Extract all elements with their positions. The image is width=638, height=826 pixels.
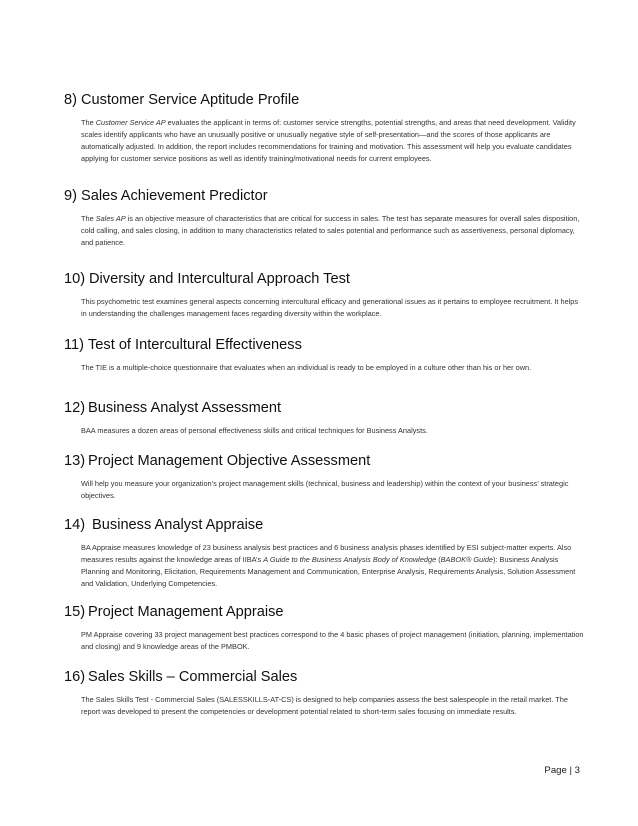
section-title: Test of Intercultural Effectiveness [88, 337, 302, 353]
section-body [81, 542, 584, 590]
section-sales-skills-commercial-sales [64, 668, 584, 718]
body-italic-text: Customer Service AP [95, 118, 166, 127]
section-number: 9) [64, 188, 77, 204]
body-text: ): Business Analysis Planning and Monitoring, Elicitation, Requirements Management and Communication, Enterprise Analysis, Requirements Analysis, Solution Assessment and Validation, Underlying Competencies. [81, 555, 576, 589]
page-number: Page | 3 [544, 765, 580, 776]
section-heading [64, 516, 584, 534]
body-text: is an objective measure of characteristics that are critical for success in sales. The test has separate measures for overall sales disposition, cold calling, and sales closing, in addition to many characteristics related to sales potential and performance such as assertiveness, personal diplomacy, and patience. [81, 214, 580, 248]
section-test-of-intercultural-effectiveness [64, 336, 584, 374]
section-title: Project Management Objective Assessment [88, 453, 371, 469]
section-title: Diversity and Intercultural Approach Test [89, 271, 350, 287]
section-business-analyst-appraise [64, 516, 584, 590]
section-body: The Sales Skills Test - Commercial Sales (SALESSKILLS-AT-CS) is designed to help companies assess the best salespeople in the retail market. The report was developed to present the competencies or development potential related to short-term sales focusing on immediate results. [81, 695, 568, 717]
section-heading [64, 452, 584, 470]
section-title: Business Analyst Appraise [88, 517, 264, 533]
section-number: 13) [64, 453, 86, 469]
section-title: Business Analyst Assessment [88, 400, 282, 416]
section-body: Will help you measure your organization’s project management skills (technical, business and leadership) within the context of your business’ strategic objectives. [81, 479, 569, 501]
section-number: 11) [64, 337, 85, 353]
section-body [81, 117, 584, 165]
section-number: 8) [64, 92, 77, 108]
body-text: BA Appraise measures knowledge of 23 business analysis best practices and 6 business analysis phases identified by ESI subject-matter experts. Also measures results against the knowledge areas of IIBA’s [81, 543, 572, 565]
section-number: 16) [64, 669, 86, 685]
section-number: 10) [64, 271, 86, 287]
section-heading [64, 91, 584, 109]
body-text: ( [436, 555, 441, 565]
section-number: 15) [64, 604, 86, 620]
section-diversity-intercultural-approach-test [64, 270, 584, 320]
section-body: PM Appraise covering 33 project management best practices correspond to the 4 basic phases of project management (initiation, planning, implementation and closing) and 9 knowledge areas of the PMBOK. [81, 630, 584, 652]
section-heading [64, 336, 584, 354]
section-business-analyst-assessment [64, 399, 584, 437]
body-text: evaluates the applicant in terms of: customer service strengths, potential strengths, and areas that need development. Validity scales identify applicants who have an unusually positive or unusually negative style of self-presentation—and the scores of those applicants are automatically adjusted. In addition, the report includes recommendations for training and motivation. This assessment will help you evaluate candidates applying for customer service positions as well as identify training/motivational needs for current employees. [81, 118, 576, 164]
section-heading [64, 270, 584, 288]
body-italic-text: Sales AP [95, 214, 126, 223]
body-text: The [81, 118, 96, 127]
body-italic-text: A Guide to the Business Analysis Body of Knowledge [263, 555, 437, 565]
section-project-management-appraise [64, 603, 584, 653]
section-body: The TIE is a multiple-choice questionnaire that evaluates when an individual is ready to be employed in a culture other than his or her own. [81, 363, 532, 372]
section-heading [64, 668, 584, 686]
section-body: This psychometric test examines general aspects concerning intercultural efficacy and generational issues as it pertains to employee recruitment. It helps in understanding the challenges management faces regarding diversity within the workplace. [81, 297, 579, 319]
section-sales-achievement-predictor [64, 187, 584, 249]
section-title: Sales Skills – Commercial Sales [88, 669, 298, 685]
section-heading [64, 603, 584, 621]
section-number: 14) [64, 517, 86, 533]
section-project-management-objective-assessment [64, 452, 584, 502]
section-heading [64, 187, 584, 205]
section-title: Customer Service Aptitude Profile [81, 92, 300, 108]
section-body [81, 213, 584, 249]
section-title: Sales Achievement Predictor [81, 188, 268, 204]
section-heading [64, 399, 584, 417]
section-body: BAA measures a dozen areas of personal effectiveness skills and critical techniques for Business Analysts. [81, 426, 428, 435]
body-text: The [81, 214, 96, 223]
section-title: Project Management Appraise [88, 604, 284, 620]
section-customer-service-aptitude-profile [64, 91, 584, 165]
section-number: 12) [64, 400, 86, 416]
body-italic-text: BABOK® Guide [440, 555, 494, 565]
